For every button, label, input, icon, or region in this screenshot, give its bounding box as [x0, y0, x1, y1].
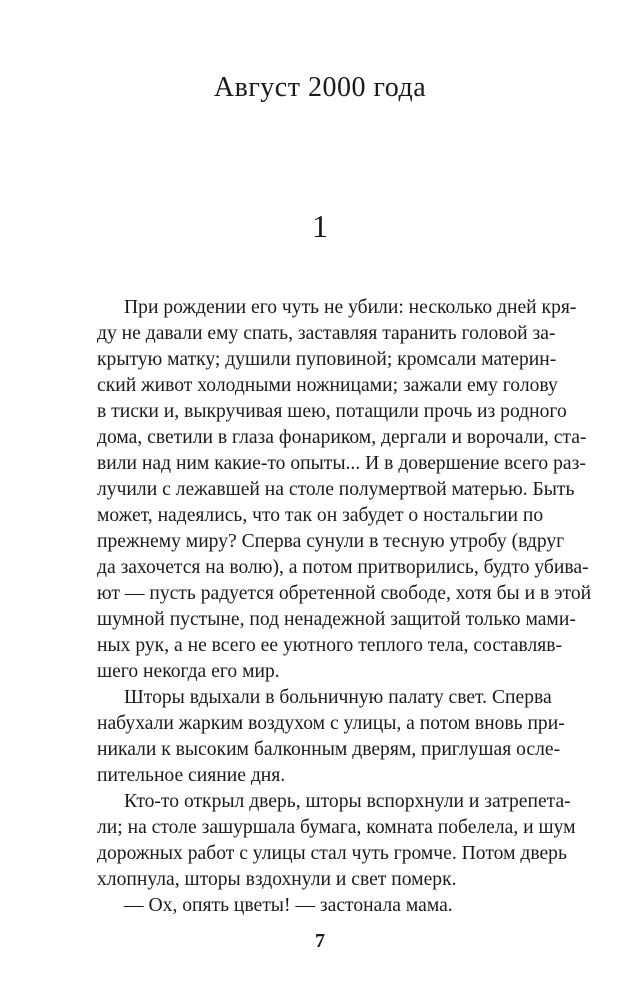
chapter-number: 1: [312, 208, 328, 244]
text-line: хлопнула, шторы вздохнули и свет померк.: [97, 869, 457, 890]
dialogue-line: — Ох, опять цветы! — застонала мама.: [124, 895, 453, 916]
text-line: ду не давали ему спать, заставляя таранить головой за-: [97, 323, 556, 344]
text-line: может, надеялись, что так он забудет о ностальгии по: [97, 505, 544, 526]
text-line: ли; на столе зашуршала бумага, комната побелела, и шум: [97, 817, 576, 838]
text-line: ский живот холодными ножницами; зажали ему голову: [97, 375, 558, 396]
text-line: набухали жарким воздухом с улицы, а потом вновь при-: [97, 713, 565, 734]
text-line: При рождении его чуть не убили: несколько дней кря-: [124, 297, 577, 318]
text-line: пительное сияние дня.: [97, 765, 286, 786]
text-line: вили над ним какие-то опыты... И в довершение всего раз-: [97, 453, 586, 474]
page-number: 7: [315, 930, 325, 952]
text-line: дорожных работ с улицы стал чуть громче. Потом дверь: [97, 843, 567, 864]
text-line: Кто-то открыл дверь, шторы вспорхнули и затрепета-: [124, 791, 571, 812]
text-line: дома, светили в глаза фонариком, дергали и ворочали, ста-: [97, 427, 587, 448]
text-line: крытую матку; душили пуповиной; кромсали материн-: [97, 349, 557, 370]
section-title: Август 2000 года: [213, 72, 427, 103]
text-line: в тиски и, выкручивая шею, потащили прочь из родного: [97, 401, 567, 422]
text-line: шего некогда его мир.: [97, 661, 280, 682]
text-line: ют — пусть радуется обретенной свободе, хотя бы и в этой: [97, 583, 592, 604]
text-line: прежнему миру? Сперва сунули в тесную утробу (вдруг: [97, 531, 565, 552]
text-line: никали к высоким балконным дверям, приглушая осле-: [97, 739, 561, 760]
text-line: Шторы вдыхали в больничную палату свет. Сперва: [124, 687, 552, 708]
text-line: шумной пустыне, под ненадежной защитой только мами-: [97, 609, 576, 630]
text-line: лучили с лежавшей на столе полумертвой матерью. Быть: [97, 479, 575, 500]
text-line: да захочется на волю), а потом притворились, будто убива-: [97, 557, 589, 578]
text-line: ных рук, а не всего ее уютного теплого тела, составляв-: [97, 635, 563, 656]
